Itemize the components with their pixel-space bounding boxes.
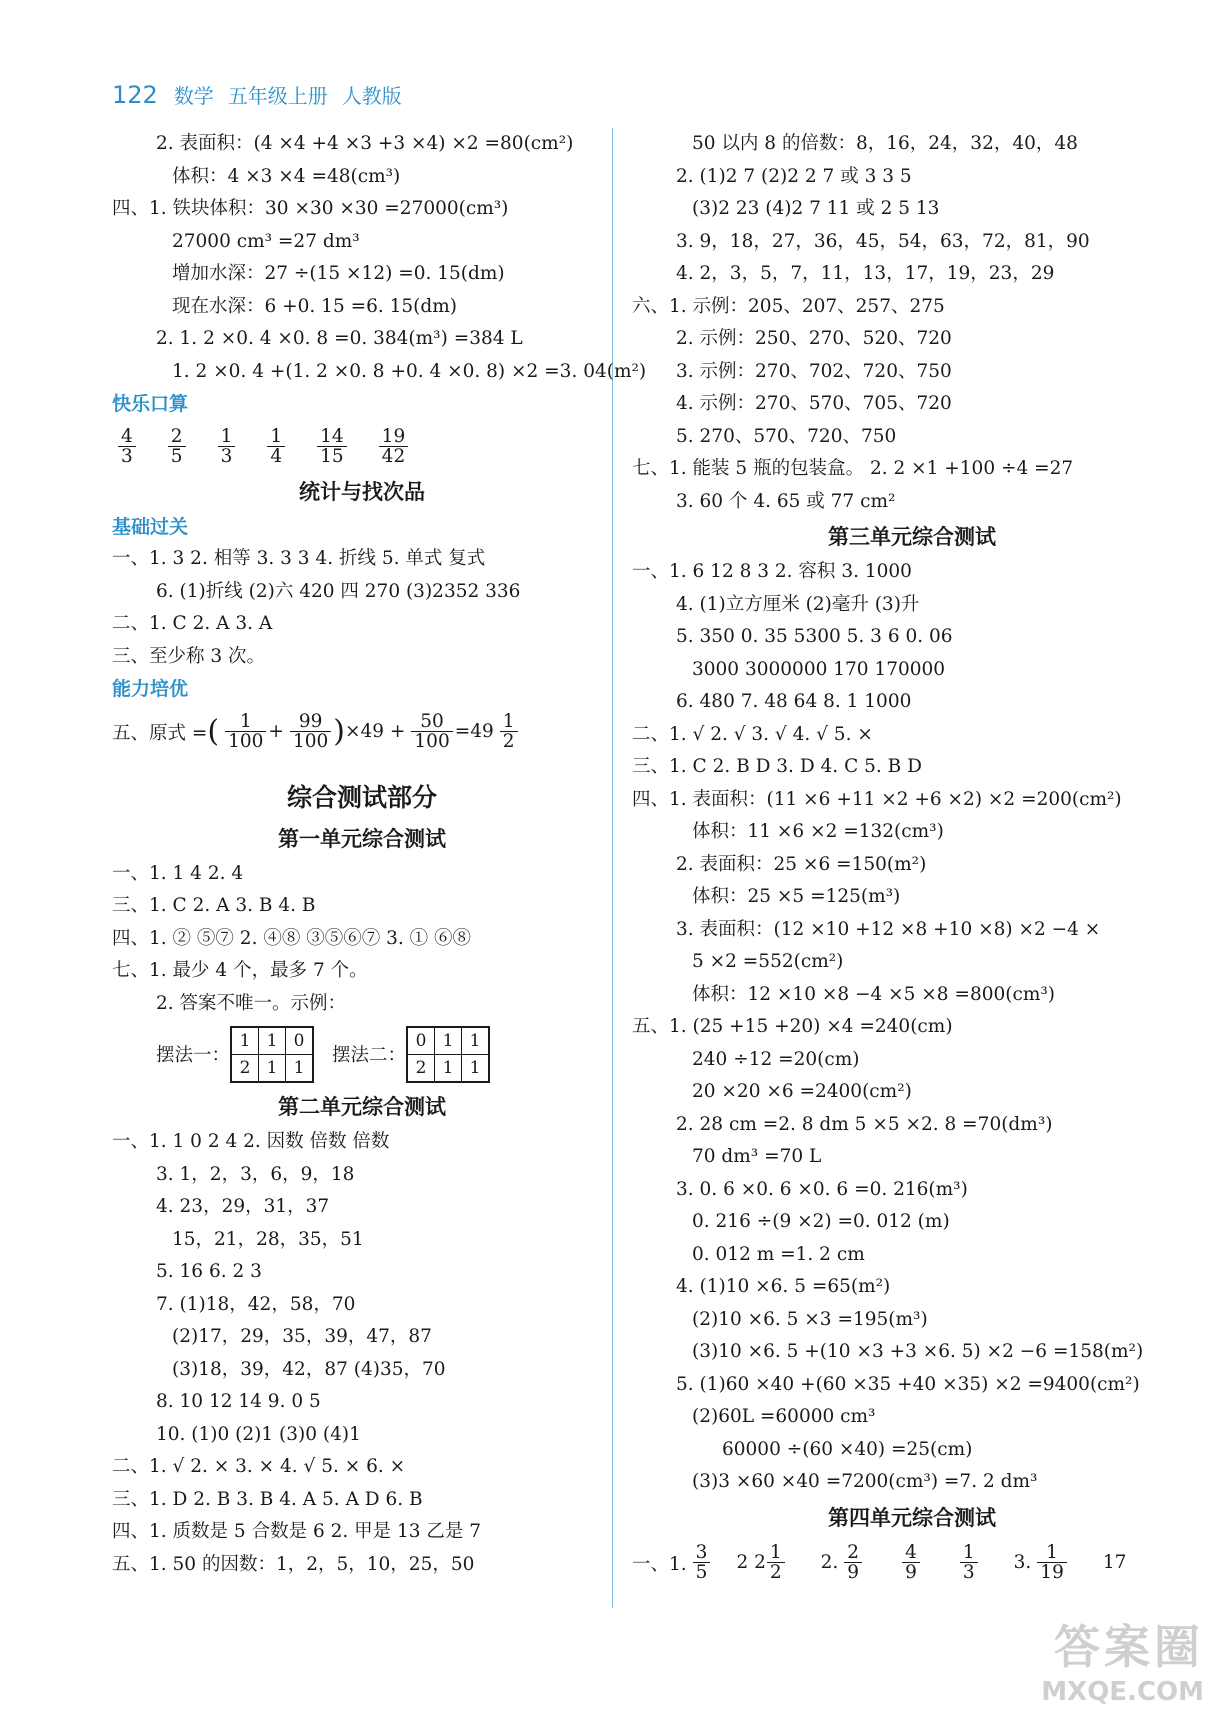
answer-line: 70 dm³ =70 L — [692, 1146, 822, 1167]
answer-line: 27000 cm³ =27 dm³ — [172, 230, 360, 252]
subject: 数学 — [173, 84, 214, 108]
edition: 人教版 — [341, 84, 402, 108]
answer-line: 2. (1)2 7 (2)2 2 7 或 3 3 5 — [676, 165, 912, 187]
part-title: 综合测试部分 — [286, 782, 437, 812]
answer-line: 5. 16 6. 2 3 — [156, 1261, 262, 1282]
section-heading: 基础过关 — [112, 515, 189, 538]
fraction-answer-line: 一、1. $\frac{3}{5}$ 2 2 $\frac{1}{2}$ 2. $\frac{2}{9}$ $\frac{4}{9}$ $\frac{1}{3}$ 3. $\frac{1}{19}$ 17 — [632, 1541, 1127, 1583]
page-number: 122 — [112, 81, 158, 109]
answer-line: (2)60L =60000 cm³ — [692, 1406, 876, 1427]
fraction-row — [112, 421, 612, 473]
unit-title: 第二单元综合测试 — [278, 1095, 446, 1119]
answer-line: 0. 012 m =1. 2 cm — [692, 1243, 865, 1265]
answer-line: 二、1. C 2. A 3. A — [112, 613, 273, 634]
answer-line: 一、1. 6 12 8 3 2. 容积 3. 1000 — [632, 561, 912, 582]
grid-arrangement-1: 1 1 0 2 1 1 — [230, 1026, 314, 1083]
page-header — [112, 80, 416, 109]
answer-line: 现在水深：6 +0. 15 =6. 15(dm) — [172, 295, 457, 317]
answer-line: 三、至少称 3 次。 — [112, 645, 266, 667]
answer-line: 5. (1)60 ×40 +(60 ×35 +40 ×35) ×2 =9400(cm²) — [676, 1373, 1140, 1395]
answer-line: 体积：25 ×5 =125(m³) — [692, 886, 901, 907]
answer-line: 3. 示例：270、702、720、750 — [676, 360, 952, 382]
answer-line: 2. 答案不唯一。示例： — [156, 992, 347, 1014]
answer-line: 四、1. 质数是 5 合数是 6 2. 甲是 13 乙是 7 — [112, 1521, 482, 1542]
answer-line: 二、1. √ 2. × 3. × 4. √ 5. × 6. × — [112, 1456, 406, 1477]
answer-line: 六、1. 示例：205、207、257、275 — [632, 295, 945, 317]
answer-line: 3. 9，18，27，36，45，54，63，72，81，90 — [676, 230, 1090, 252]
answer-line: 一、1. 1 4 2. 4 — [112, 862, 244, 884]
answer-line: 4. (1)10 ×6. 5 =65(m²) — [676, 1276, 891, 1297]
fraction: $\frac{19}{42}$ — [379, 427, 409, 467]
arrangement-row: 摆法一： 1 1 0 2 1 1 摆法二： 0 1 1 2 1 1 — [112, 1020, 612, 1088]
answer-line: 2. 表面积：25 ×6 =150(m²) — [676, 853, 927, 875]
answer-line: (3)18，39，42，87 (4)35，70 — [172, 1358, 446, 1380]
answer-line: 一、1. 1 0 2 4 2. 因数 倍数 倍数 — [112, 1131, 390, 1152]
left-column — [112, 128, 647, 1581]
answer-line: 四、1. 表面积：(11 ×6 +11 ×2 +6 ×2) ×2 =200(cm²) — [632, 788, 1122, 810]
answer-line: 4. 示例：270、570、705、720 — [676, 393, 952, 414]
answer-line: 体积：11 ×6 ×2 =132(cm³) — [692, 821, 944, 842]
answer-line: 3000 3000000 170 170000 — [692, 658, 946, 680]
answer-line: 五、1. 50 的因数：1，2，5，10，25，50 — [112, 1553, 475, 1575]
answer-line: 1. 2 ×0. 4 +(1. 2 ×0. 8 +0. 4 ×0. 8) ×2 =3. 04(m²) — [172, 360, 647, 382]
answer-line: 3. 0. 6 ×0. 6 ×0. 6 =0. 216(m³) — [676, 1178, 968, 1200]
answer-line: (2)17，29，35，39，47，87 — [172, 1326, 432, 1347]
answer-line: 三、1. C 2. B D 3. D 4. C 5. B D — [632, 756, 922, 777]
watermark: 答案圈 MXQE.COM — [1041, 1620, 1204, 1707]
answer-line: 七、1. 最少 4 个，最多 7 个。 — [112, 960, 368, 981]
answer-line: 七、1. 能装 5 瓶的包装盒。 2. 2 ×1 +100 ÷4 =27 — [632, 458, 1074, 479]
unit-title: 第三单元综合测试 — [828, 525, 996, 549]
answer-line: 体积：12 ×10 ×8 −4 ×5 ×8 =800(cm³) — [692, 983, 1056, 1005]
answer-line: 0. 216 ÷(9 ×2) =0. 012 (m) — [692, 1211, 950, 1232]
answer-line: 3. 表面积：(12 ×10 +12 ×8 +10 ×8) ×2 −4 × — [676, 918, 1101, 940]
answer-line: 五、1. (25 +15 +20) ×4 =240(cm) — [632, 1016, 953, 1037]
answer-line: 60000 ÷(60 ×40) =25(cm) — [722, 1438, 973, 1460]
fraction: $\frac{1}{4}$ — [267, 427, 285, 467]
answer-line: 240 ÷12 =20(cm) — [692, 1048, 860, 1070]
answer-line: 10. (1)0 (2)1 (3)0 (4)1 — [156, 1423, 361, 1445]
grid-arrangement-2: 0 1 1 2 1 1 — [406, 1026, 490, 1083]
answer-line: 三、1. C 2. A 3. B 4. B — [112, 895, 316, 916]
answer-line: 5. 270、570、720、750 — [676, 425, 897, 447]
answer-line: 3. 60 个 4. 65 或 77 cm² — [676, 490, 896, 512]
column-divider — [612, 128, 613, 1608]
answer-line: 2. 1. 2 ×0. 4 ×0. 8 =0. 384(m³) =384 L — [156, 328, 523, 349]
fraction: $\frac{2}{5}$ — [168, 427, 186, 467]
section-title: 统计与找次品 — [299, 479, 425, 504]
answer-line: (3)2 23 (4)2 7 11 或 2 5 13 — [692, 198, 940, 219]
answer-line: 体积：4 ×3 ×4 =48(cm³) — [172, 165, 401, 187]
fraction: $\frac{4}{3}$ — [118, 427, 136, 467]
answer-line: 增加水深：27 ÷(15 ×12) =0. 15(dm) — [172, 263, 505, 284]
answer-line: 7. (1)18，42，58，70 — [156, 1293, 356, 1315]
formula-line: 五、原式 = ( $\frac{1}{100}$ + $\frac{99}{100}$ ) ×49 + $\frac{50}{100}$ =49 $\frac{1}{2}$ — [112, 706, 612, 758]
right-column — [632, 128, 1192, 1589]
grade: 五年级上册 — [227, 84, 328, 108]
unit-title: 第四单元综合测试 — [828, 1505, 996, 1530]
answer-line: (2)10 ×6. 5 ×3 =195(m³) — [692, 1308, 928, 1330]
answer-line: 3. 1，2，3，6，9，18 — [156, 1163, 355, 1185]
fraction: $\frac{14}{15}$ — [317, 427, 347, 467]
answer-line: 6. 480 7. 48 64 8. 1 1000 — [676, 691, 912, 712]
answer-line: 5. 350 0. 35 5300 5. 3 6 0. 06 — [676, 626, 953, 647]
answer-line: 6. (1)折线 (2)六 420 四 270 (3)2352 336 — [156, 580, 521, 602]
answer-line: 2. 28 cm =2. 8 dm 5 ×5 ×2. 8 =70(dm³) — [676, 1113, 1053, 1135]
answer-line: 三、1. D 2. B 3. B 4. A 5. A D 6. B — [112, 1488, 423, 1510]
section-heading: 快乐口算 — [112, 393, 189, 415]
answer-line: 15，21，28，35，51 — [172, 1228, 364, 1250]
answer-line: 5 ×2 =552(cm²) — [692, 951, 844, 972]
answer-line: 四、1. 铁块体积：30 ×30 ×30 =27000(cm³) — [112, 198, 509, 219]
answer-line: (3)3 ×60 ×40 =7200(cm³) =7. 2 dm³ — [692, 1471, 1038, 1492]
unit-title: 第一单元综合测试 — [278, 826, 446, 851]
answer-line: 50 以内 8 的倍数：8，16，24，32，40，48 — [692, 133, 1078, 154]
answer-line: 2. 示例：250、270、520、720 — [676, 328, 952, 349]
answer-line: 二、1. √ 2. √ 3. √ 4. √ 5. × — [632, 723, 873, 745]
answer-line: 一、1. 3 2. 相等 3. 3 3 4. 折线 5. 单式 复式 — [112, 548, 486, 569]
answer-line: 20 ×20 ×6 =2400(cm²) — [692, 1081, 912, 1102]
answer-line: 8. 10 12 14 9. 0 5 — [156, 1391, 321, 1412]
fraction: $\frac{1}{3}$ — [218, 427, 236, 467]
answer-line: (3)10 ×6. 5 +(10 ×3 +3 ×6. 5) ×2 −6 =158(m²) — [692, 1341, 1144, 1362]
answer-line: 四、1. ② ⑤⑦ 2. ④⑧ ③⑤⑥⑦ 3. ① ⑥⑧ — [112, 927, 471, 949]
answer-line: 4. (1)立方厘米 (2)毫升 (3)升 — [676, 593, 920, 615]
section-heading: 能力培优 — [112, 678, 189, 700]
answer-line: 4. 2，3，5，7，11，13，17，19，23，29 — [676, 263, 1055, 284]
answer-line: 2. 表面积：(4 ×4 +4 ×3 +3 ×4) ×2 =80(cm²) — [156, 133, 574, 154]
answer-line: 4. 23，29，31，37 — [156, 1196, 330, 1217]
